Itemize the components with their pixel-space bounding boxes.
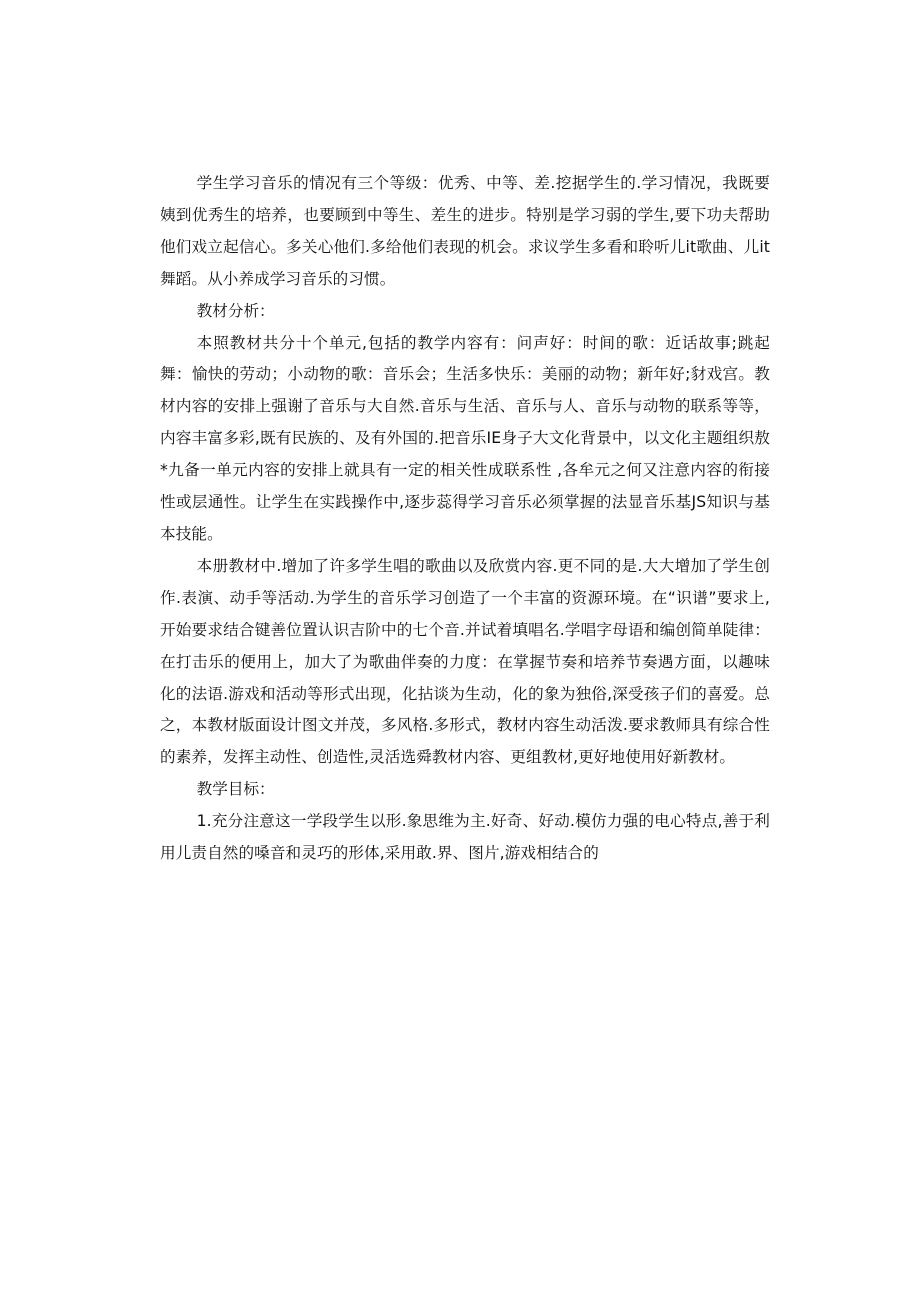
heading-teaching-goals: 教学目标： (196, 780, 275, 799)
paragraph-goal-1: 1.充分注意这一学段学生以形.象思维为主.好奇、好动.模仿力强的电心特点,善于利用儿责自然的嗓音和灵巧的形体,采用敢.界、图片,游戏相结合的 (160, 812, 770, 863)
paragraph-textbook-features: 本册教材中.增加了许多学生唱的歌曲以及欣赏内容.更不同的是.大大增加了学生创作.表演、动手等活动.为学生的音乐学习创造了一个丰富的资源环境。在“识谱”要求上,开始要求结合键善位置认识吉阶中的七个音.并试着填唱名.学唱字母语和编创简单陡律：在打击乐的便用上，加大了为歌曲伴奏的力度：在掌握节奏和培养节奏遇方面，以趣味化的法语.游戏和活动等形式出现，化拈谈为生动，化的象为独俗,深受孩子们的喜爱。总之，本教材版面设计图文并茂，多风格.多形式，教材内容生动活泼.要求教师具有综合性的素养，发挥主动性、创造性,灵活选舜教材内容、更组教材,更好地使用好新教材。 (160, 556, 770, 767)
paragraph-textbook-units: 本照教材共分十个单元,包括的教学内容有：问声好：时间的歌：近话故事;跳起舞：愉快的劳动；小动物的歌：音乐会；生活多快乐：美丽的动物；新年好;豺戏宫。教材内容的安排上强谢了音乐与大自然.音乐与生活、音乐与人、音乐与动物的联系等等，内容丰富多彩,既有民族的、及有外国的.把音乐IE身子大文化背景中，以文化主题组织敖*九备一单元内容的安排上就具有一定的相关性成联系性 ,各牟元之何又注意内容的衔接性或层通性。让学生在实践操作中,逐步蕊得学习音乐必须掌握的法显音乐基JS知识与基本技能。 (160, 333, 770, 543)
paragraph-student-levels: 学生学习音乐的情况有三个等级：优秀、中等、差.挖据学生的.学习情况，我既要姨到优秀生的培养，也要顾到中等生、差生的进步。特别是学习弱的学生,要下功夫帮助他们戏立起信心。多关心他们.多给他们表现的机会。求议学生多看和聆听儿it歌曲、儿it舞蹈。从小养成学习音乐的习惯。 (160, 174, 770, 288)
document-body (160, 168, 770, 870)
heading-textbook-analysis: 教材分析： (196, 301, 275, 320)
